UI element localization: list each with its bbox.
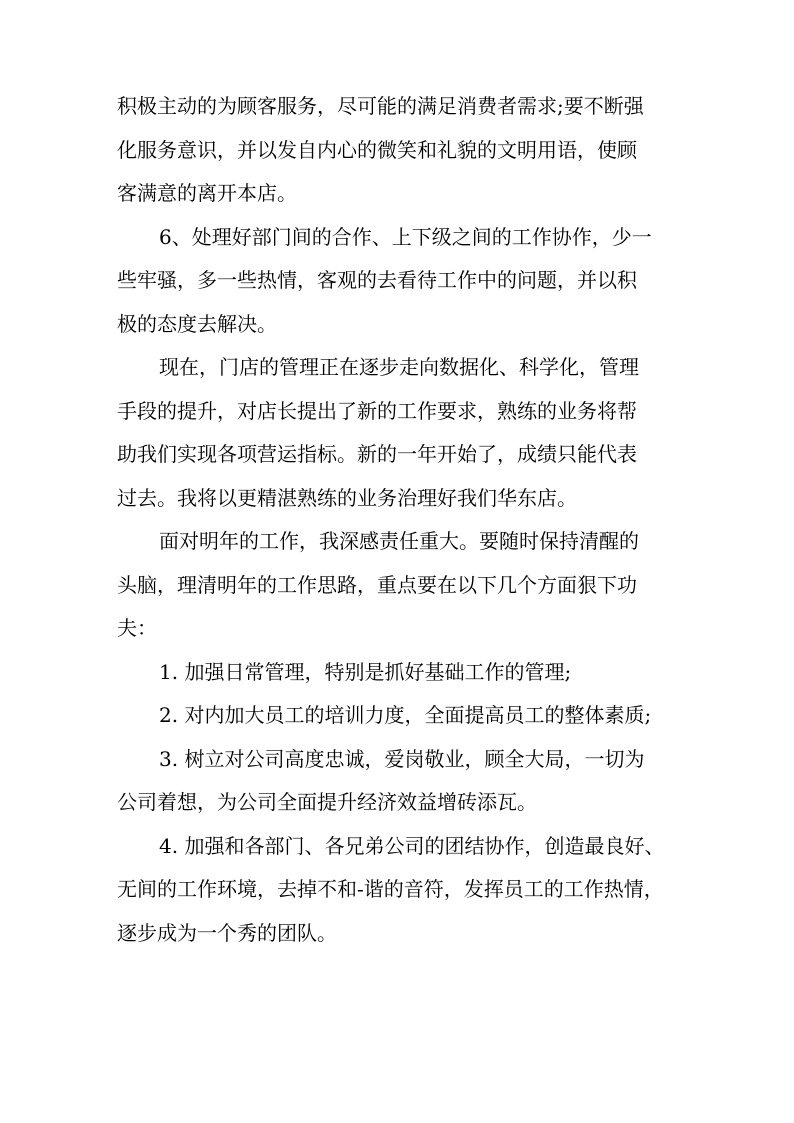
paragraph-line: 手段的提升，对店长提出了新的工作要求，熟练的业务将帮 [117, 399, 637, 423]
paragraph-line: 助我们实现各项营运指标。新的一年开始了，成绩只能代表 [117, 442, 637, 466]
list-item: 4. 加强和各部门、各兄弟公司的团结协作，创造最良好、 [159, 834, 665, 858]
paragraph-line: 头脑，理清明年的工作思路，重点要在以下几个方面狠下功 [117, 573, 637, 597]
paragraph-line: 些牢骚，多一些热情，客观的去看待工作中的问题，并以积 [117, 268, 637, 292]
list-item-continuation: 公司着想，为公司全面提升经济效益增砖添瓦。 [117, 790, 537, 814]
paragraph-line: 积极主动的为顾客服务，尽可能的满足消费者需求;要不断强 [117, 94, 644, 118]
paragraph-line: 夫： [117, 616, 157, 640]
paragraph-line: 6、处理好部门间的合作、上下级之间的工作协作，少一 [159, 225, 652, 249]
list-item: 1. 加强日常管理，特别是抓好基础工作的管理; [159, 660, 572, 684]
paragraph-line: 化服务意识，并以发自内心的微笑和礼貌的文明用语，使顾 [117, 138, 637, 162]
list-item-continuation: 无间的工作环境，去掉不和-谐的音符，发挥员工的工作热情， [117, 877, 664, 901]
paragraph-line: 面对明年的工作，我深感责任重大。要随时保持清醒的 [159, 529, 639, 553]
paragraph-line: 客满意的离开本店。 [117, 181, 297, 205]
paragraph-line: 现在，门店的管理正在逐步走向数据化、科学化，管理 [159, 355, 639, 379]
list-item: 2. 对内加大员工的培训力度，全面提高员工的整体素质; [159, 703, 652, 727]
list-item: 3. 树立对公司高度忠诚，爱岗敬业，顾全大局，一切为 [159, 747, 645, 771]
paragraph-line: 过去。我将以更精湛熟练的业务治理好我们华东店。 [117, 486, 577, 510]
list-item-continuation: 逐步成为一个秀的团队。 [117, 921, 337, 945]
paragraph-line: 极的态度去解决。 [117, 312, 277, 336]
